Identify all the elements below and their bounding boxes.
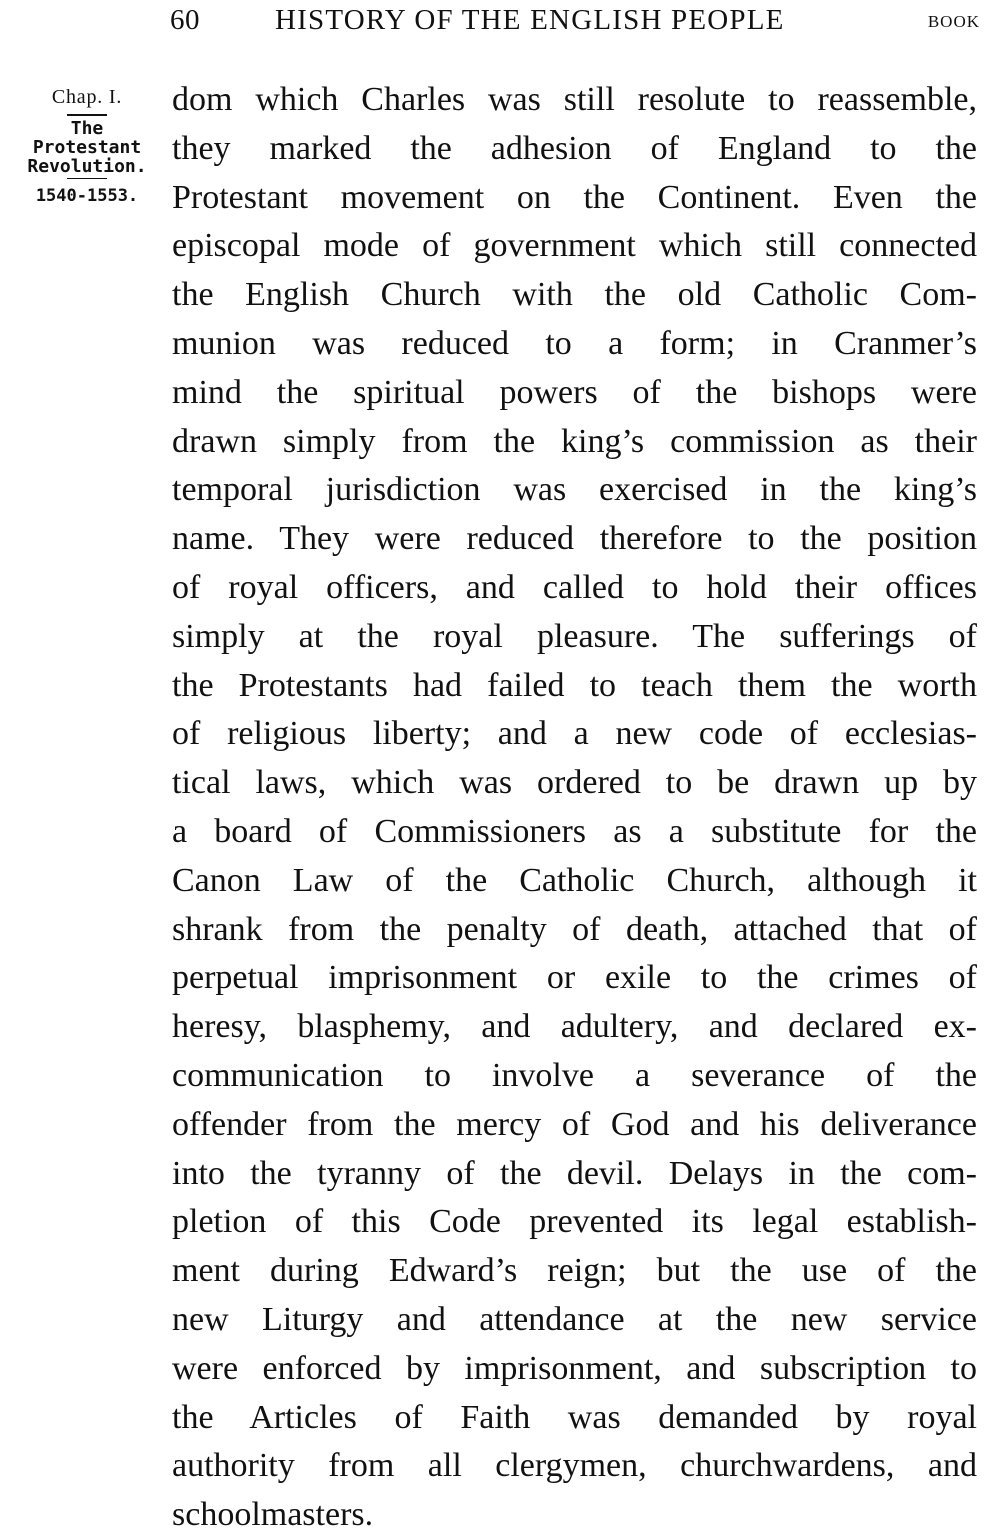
margin-notes [14,82,160,209]
body-line: drawn simply from the king’s commission as their [172,422,977,460]
running-head-title: HISTORY OF THE ENGLISH PEOPLE [275,4,785,36]
running-header [170,4,980,44]
body-line: authority from all clergymen, churchwardens, and [172,1447,977,1485]
margin-topic-line: Protestant [32,136,142,158]
body-line: simply at the royal pleasure. The sufferings of [172,617,977,655]
body-line: the Articles of Faith was demanded by royal [172,1398,977,1436]
body-line: dom which Charles was still resolute to reassemble, [172,81,977,118]
body-line: a board of Commissioners as a substitute for the [172,812,977,850]
margin-topic [14,119,160,176]
body-line: Protestant movement on the Continent. Even the [172,178,977,216]
body-line: the Protestants had failed to teach them the worth [172,666,977,704]
body-line: munion was reduced to a form; in Cranmer’s [172,324,977,362]
margin-topic-line: Revolution. [27,155,147,177]
body-line: shrank from the penalty of death, attached that of [172,910,977,948]
page-number: 60 [170,4,200,36]
body-line: episcopal mode of government which still connected [172,227,977,265]
body-line: mind the spiritual powers of the bishops were [172,373,977,411]
body-line: heresy, blasphemy, and adultery, and declared ex- [172,1008,977,1046]
body-line: Canon Law of the Catholic Church, although it [172,861,977,899]
body-line: pletion of this Code prevented its legal establish- [172,1203,977,1241]
body-line: schoolmasters. [172,1496,374,1534]
body-line: communication to involve a severance of the [172,1056,977,1094]
book-label: BOOK [927,12,980,31]
body-line: new Liturgy and attendance at the new service [172,1300,977,1338]
margin-topic-line: The [70,117,104,139]
body-line: perpetual imprisonment or exile to the crimes of [172,959,977,997]
margin-rule [67,178,107,180]
body-line: into the tyranny of the devil. Delays in the com- [172,1154,977,1192]
body-line: name. They were reduced therefore to the position [172,520,977,558]
body-line: temporal jurisdiction was exercised in the king’s [172,471,977,509]
margin-dates: 1540-1553. [35,186,139,206]
body-line: the English Church with the old Catholic Com- [172,276,977,314]
margin-rule [67,114,107,116]
body-line: tical laws, which was ordered to be drawn up by [172,764,977,802]
body-line: they marked the adhesion of England to the [172,129,977,167]
body-line: ment during Edward’s reign; but the use of the [172,1252,977,1290]
body-text [172,76,977,1540]
body-line: were enforced by imprisonment, and subscription to [172,1349,977,1387]
body-line: of royal officers, and called to hold their offices [172,568,977,606]
chapter-label: Chap. I. [51,86,123,108]
body-line: of religious liberty; and a new code of ecclesias- [172,715,977,753]
body-line: offender from the mercy of God and his deliverance [172,1105,977,1143]
